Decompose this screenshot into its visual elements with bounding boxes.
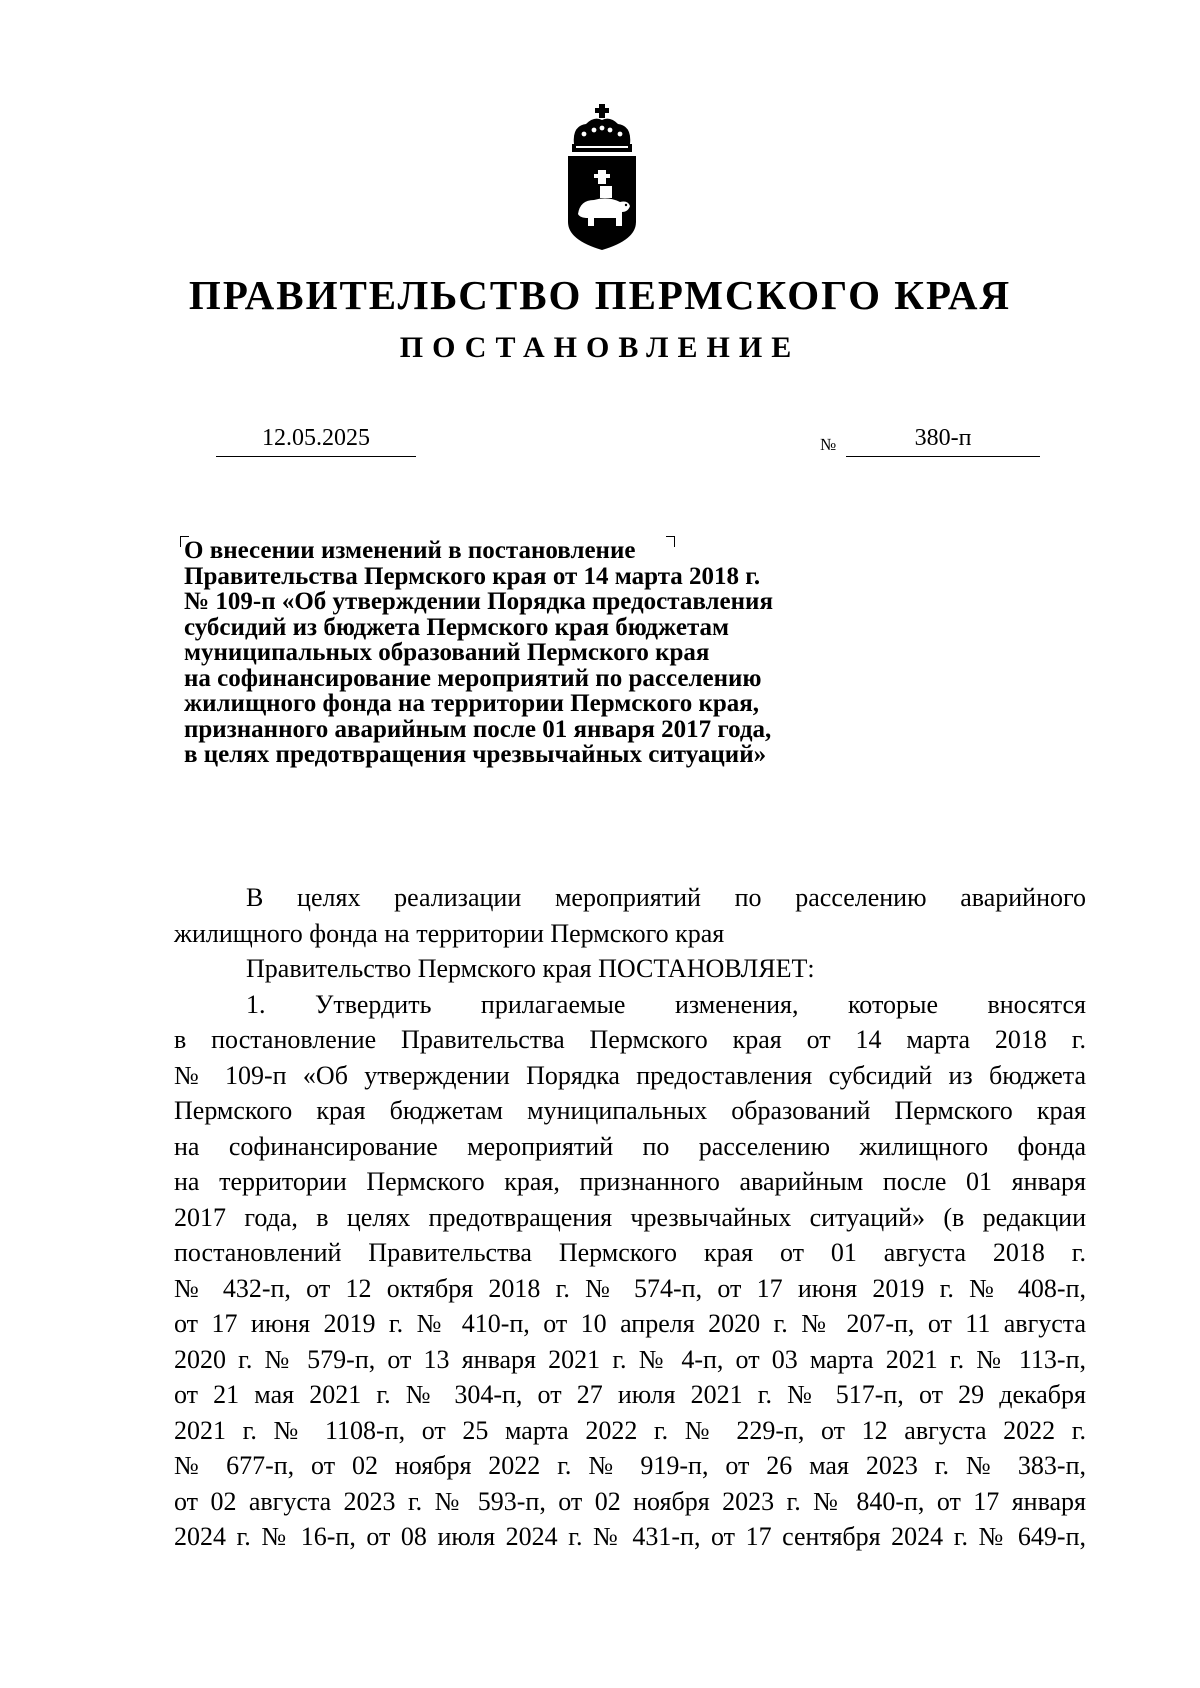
body-line: на территории Пермского края, признанного аварийным после 01 января bbox=[174, 1167, 1086, 1196]
subject-line: на софинансирование мероприятий по расселению bbox=[184, 664, 762, 692]
body-line: Правительство Пермского края ПОСТАНОВЛЯЕТ: bbox=[246, 954, 815, 983]
body-line: на софинансирование мероприятий по расселению жилищного фонда bbox=[174, 1131, 1086, 1161]
body-line: № 432-п, от 12 октября 2018 г. № 574-п, от 17 июня 2019 г. № 408-п, bbox=[174, 1273, 1086, 1303]
subject-line: субсидий из бюджета Пермского края бюджетам bbox=[184, 613, 730, 641]
body-line: № 109-п «Об утверждении Порядка предоставления субсидий из бюджета bbox=[174, 1060, 1086, 1090]
perm-krai-coat-of-arms-icon bbox=[564, 104, 640, 252]
body-line: Пермского края бюджетам муниципальных образований Пермского края bbox=[174, 1096, 1086, 1125]
paragraph-item-1 bbox=[174, 987, 1086, 1555]
document-type: ПОСТАНОВЛЕНИЕ bbox=[399, 331, 801, 364]
subject-line: Правительства Пермского края от 14 марта 2018 г. bbox=[184, 562, 761, 590]
subject-line: жилищного фонда на территории Пермского края, bbox=[184, 690, 760, 717]
paragraph-preamble bbox=[174, 880, 1086, 951]
body-line: постановлений Правительства Пермского края от 01 августа 2018 г. bbox=[174, 1238, 1086, 1267]
body-line: жилищного фонда на территории Пермского края bbox=[174, 918, 725, 948]
number-sign: № bbox=[820, 435, 837, 454]
document-date: 12.05.2025 bbox=[262, 425, 370, 451]
document-number: 380-п bbox=[914, 425, 972, 451]
body-line: от 21 мая 2021 г. № 304-п, от 27 июля 2021 г. № 517-п, от 29 декабря bbox=[174, 1380, 1086, 1409]
body-line: 2021 г. № 1108-п, от 25 марта 2022 г. № 229-п, от 12 августа 2022 г. bbox=[174, 1415, 1086, 1445]
subject-line: О внесении изменений в постановление bbox=[184, 537, 636, 564]
body-line: в постановление Правительства Пермского края от 14 марта 2018 г. bbox=[174, 1025, 1086, 1054]
body-line: № 677-п, от 02 ноября 2022 г. № 919-п, от 26 мая 2023 г. № 383-п, bbox=[174, 1451, 1086, 1480]
subject-line: признанного аварийным после 01 января 2017 года, bbox=[184, 715, 772, 743]
subject-line: № 109-п «Об утверждении Порядка предоставления bbox=[184, 588, 773, 615]
body-line: 1. Утвердить прилагаемые изменения, которые вносятся bbox=[246, 989, 1086, 1019]
body-line: 2017 года, в целях предотвращения чрезвычайных ситуаций» (в редакции bbox=[174, 1202, 1086, 1232]
body-line: В целях реализации мероприятий по расселению аварийного bbox=[246, 883, 1086, 912]
subject-line: муниципальных образований Пермского края bbox=[184, 639, 710, 666]
subject-line: в целях предотвращения чрезвычайных ситуаций» bbox=[184, 741, 767, 768]
body-line: от 02 августа 2023 г. № 593-п, от 02 ноября 2023 г. № 840-п, от 17 января bbox=[174, 1486, 1086, 1516]
date-field bbox=[216, 420, 416, 457]
body-line: 2024 г. № 16-п, от 08 июля 2024 г. № 431-п, от 17 сентября 2024 г. № 649-п, bbox=[174, 1522, 1086, 1551]
body-line: 2020 г. № 579-п, от 13 января 2021 г. № 4-п, от 03 марта 2021 г. № 113-п, bbox=[174, 1344, 1086, 1374]
paragraph-resolves bbox=[174, 951, 1086, 987]
document-subject bbox=[184, 538, 884, 768]
body-line: от 17 июня 2019 г. № 410-п, от 10 апреля 2020 г. № 207-п, от 11 августа bbox=[174, 1309, 1086, 1338]
number-field bbox=[846, 420, 1040, 457]
government-title: ПРАВИТЕЛЬСТВО ПЕРМСКОГО КРАЯ bbox=[188, 272, 1012, 318]
document-body bbox=[174, 880, 1086, 1555]
